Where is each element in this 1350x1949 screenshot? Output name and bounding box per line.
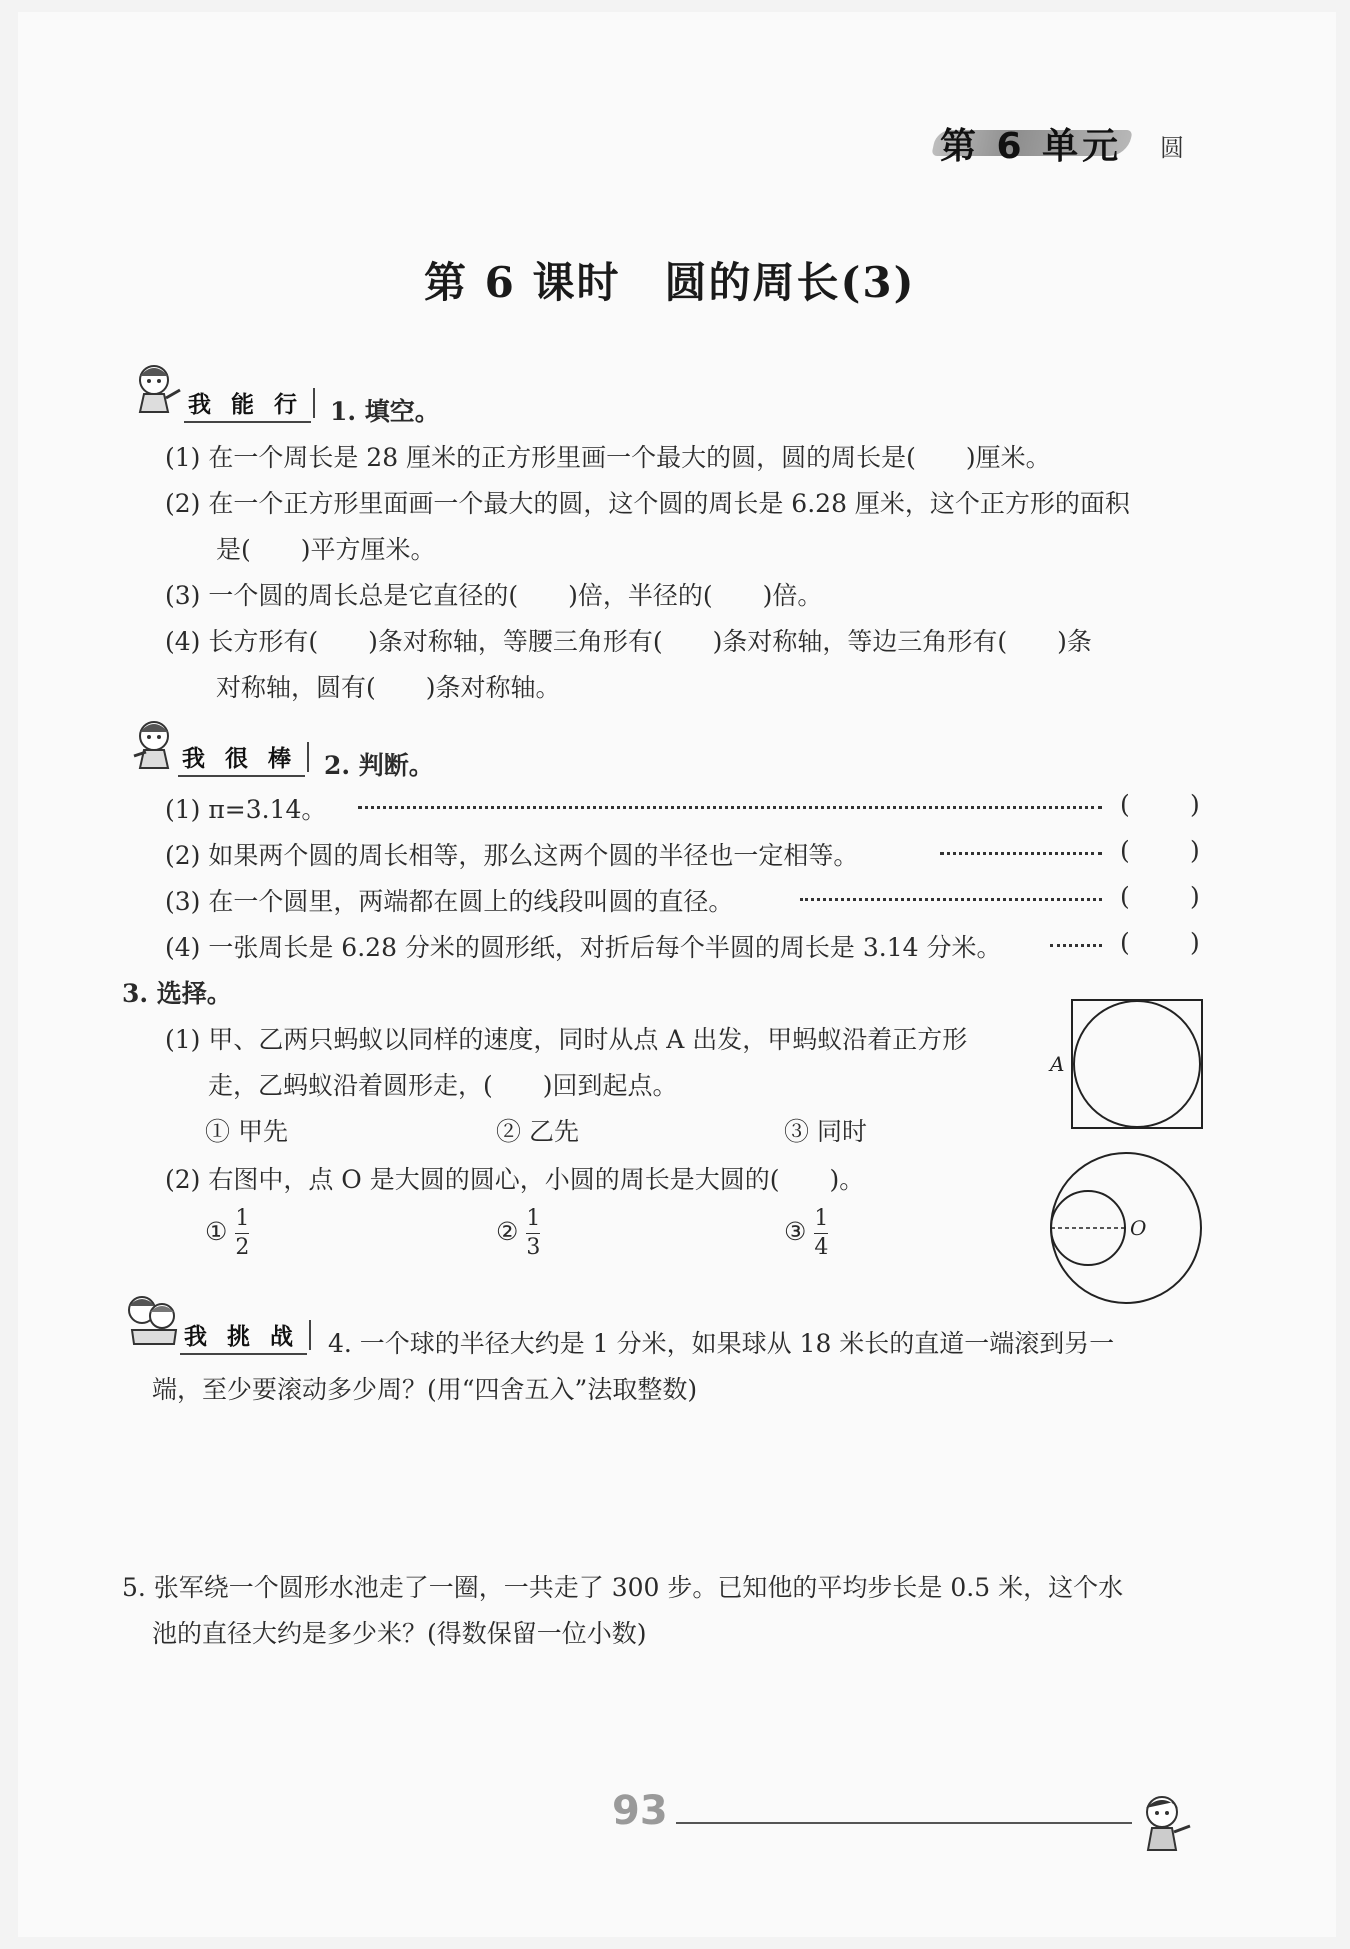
fraction-numerator: 1 — [526, 1206, 541, 1231]
q2-item-3: (3) 在一个圆里，两端都在圆上的线段叫圆的直径。 — [165, 887, 734, 916]
unit-banner — [930, 118, 1130, 167]
fraction-bar — [814, 1233, 828, 1234]
answer-bracket-open: ( — [1120, 882, 1130, 911]
q1-item-3: (3) 一个圆的周长总是它直径的( )倍，半径的( )倍。 — [165, 581, 823, 610]
answer-bracket-open: ( — [1120, 790, 1130, 819]
girl-mascot-icon — [126, 360, 186, 416]
leader-dots — [358, 806, 1102, 809]
fraction-bar — [235, 1233, 249, 1234]
girl-mascot-icon — [126, 716, 186, 772]
fraction-bar — [526, 1233, 540, 1234]
q3-p2-option-2 — [496, 1206, 540, 1261]
fraction-numerator: 1 — [235, 1206, 250, 1231]
q3-p1-option-3: ③ 同时 — [784, 1117, 867, 1146]
option-mark: ③ — [784, 1217, 807, 1246]
q5-line2: 池的直径大约是多少米？(得数保留一位小数) — [152, 1619, 647, 1648]
q5-line1: 5. 张军绕一个圆形水池走了一圈，一共走了 300 步。已知他的平均步长是 0.5 米，这个水 — [122, 1573, 1124, 1602]
q3-p2-option-1 — [205, 1206, 249, 1261]
q3-p1-line1: (1) 甲、乙两只蚂蚁以同样的速度，同时从点 A 出发，甲蚂蚁沿着正方形 — [165, 1025, 968, 1054]
fraction-denominator: 4 — [814, 1235, 829, 1260]
answer-bracket-open: ( — [1120, 928, 1130, 957]
lesson-title: 第 6 课时 圆的周长(3) — [424, 258, 916, 307]
fraction-half — [235, 1206, 249, 1261]
section-badge-wotiaozhan: 我 挑 战 — [180, 1318, 307, 1355]
q1-item-2-cont: 是( )平方厘米。 — [216, 535, 436, 564]
q2-heading: 2. 判断。 — [324, 751, 434, 780]
answer-bracket-open: ( — [1120, 836, 1130, 865]
footer-rule — [676, 1822, 1132, 1824]
q1-item-1: (1) 在一个周长是 28 厘米的正方形里画一个最大的圆，圆的周长是( )厘米。 — [165, 443, 1051, 472]
leader-dots — [1050, 944, 1102, 947]
boy-mascot-icon — [1130, 1790, 1200, 1860]
unit-label: 第 6 单元 — [940, 126, 1123, 167]
fraction-quarter — [814, 1206, 828, 1261]
fraction-denominator: 3 — [526, 1235, 541, 1260]
answer-bracket-close: ) — [1190, 836, 1200, 865]
point-a-label: A — [1050, 1052, 1065, 1076]
q1-item-4-cont: 对称轴，圆有( )条对称轴。 — [216, 673, 561, 702]
section-badge-woneng: 我 能 行 — [184, 386, 311, 423]
center-o-label: O — [1130, 1216, 1147, 1240]
page-number: 93 — [612, 1788, 668, 1834]
q1-heading: 1. 填空。 — [330, 397, 440, 426]
option-mark: ② — [496, 1217, 519, 1246]
square-circle-figure — [1050, 996, 1210, 1132]
fraction-numerator: 1 — [814, 1206, 829, 1231]
q3-p1-option-2: ② 乙先 — [496, 1117, 579, 1146]
section-badge-wohenbang: 我 很 棒 — [178, 740, 305, 777]
answer-bracket-close: ) — [1190, 928, 1200, 957]
leader-dots — [940, 852, 1102, 855]
q2-item-4: (4) 一张周长是 6.28 分米的圆形纸，对折后每个半圆的周长是 3.14 分米。 — [165, 933, 1002, 962]
q3-p1-line2: 走，乙蚂蚁沿着圆形走，( )回到起点。 — [208, 1071, 678, 1100]
q2-item-2: (2) 如果两个圆的周长相等，那么这两个圆的半径也一定相等。 — [165, 841, 859, 870]
q3-heading: 3. 选择。 — [122, 979, 232, 1008]
answer-bracket-close: ) — [1190, 790, 1200, 819]
q4-line2: 端，至少要滚动多少周？(用“四舍五入”法取整数) — [152, 1375, 698, 1404]
option-mark: ① — [205, 1217, 228, 1246]
answer-bracket-close: ) — [1190, 882, 1200, 911]
fraction-third — [526, 1206, 540, 1261]
q2-item-1: (1) π=3.14。 — [165, 795, 327, 824]
unit-topic: 圆 — [1160, 134, 1184, 162]
q1-item-2: (2) 在一个正方形里面画一个最大的圆，这个圆的周长是 6.28 厘米，这个正方形的面积 — [165, 489, 1130, 518]
fraction-denominator: 2 — [235, 1235, 250, 1260]
two-circles-figure — [1046, 1148, 1206, 1308]
kids-mascot-icon — [122, 1290, 182, 1346]
q4-line1: 4. 一个球的半径大约是 1 分米，如果球从 18 米长的直道一端滚到另一 — [328, 1329, 1115, 1358]
q3-p1-option-1: ① 甲先 — [205, 1117, 288, 1146]
q3-p2-option-3 — [784, 1206, 828, 1261]
q3-p2-line: (2) 右图中，点 O 是大圆的圆心，小圆的周长是大圆的( )。 — [165, 1165, 865, 1194]
q1-item-4: (4) 长方形有( )条对称轴，等腰三角形有( )条对称轴，等边三角形有( )条 — [165, 627, 1092, 656]
leader-dots — [800, 898, 1102, 901]
